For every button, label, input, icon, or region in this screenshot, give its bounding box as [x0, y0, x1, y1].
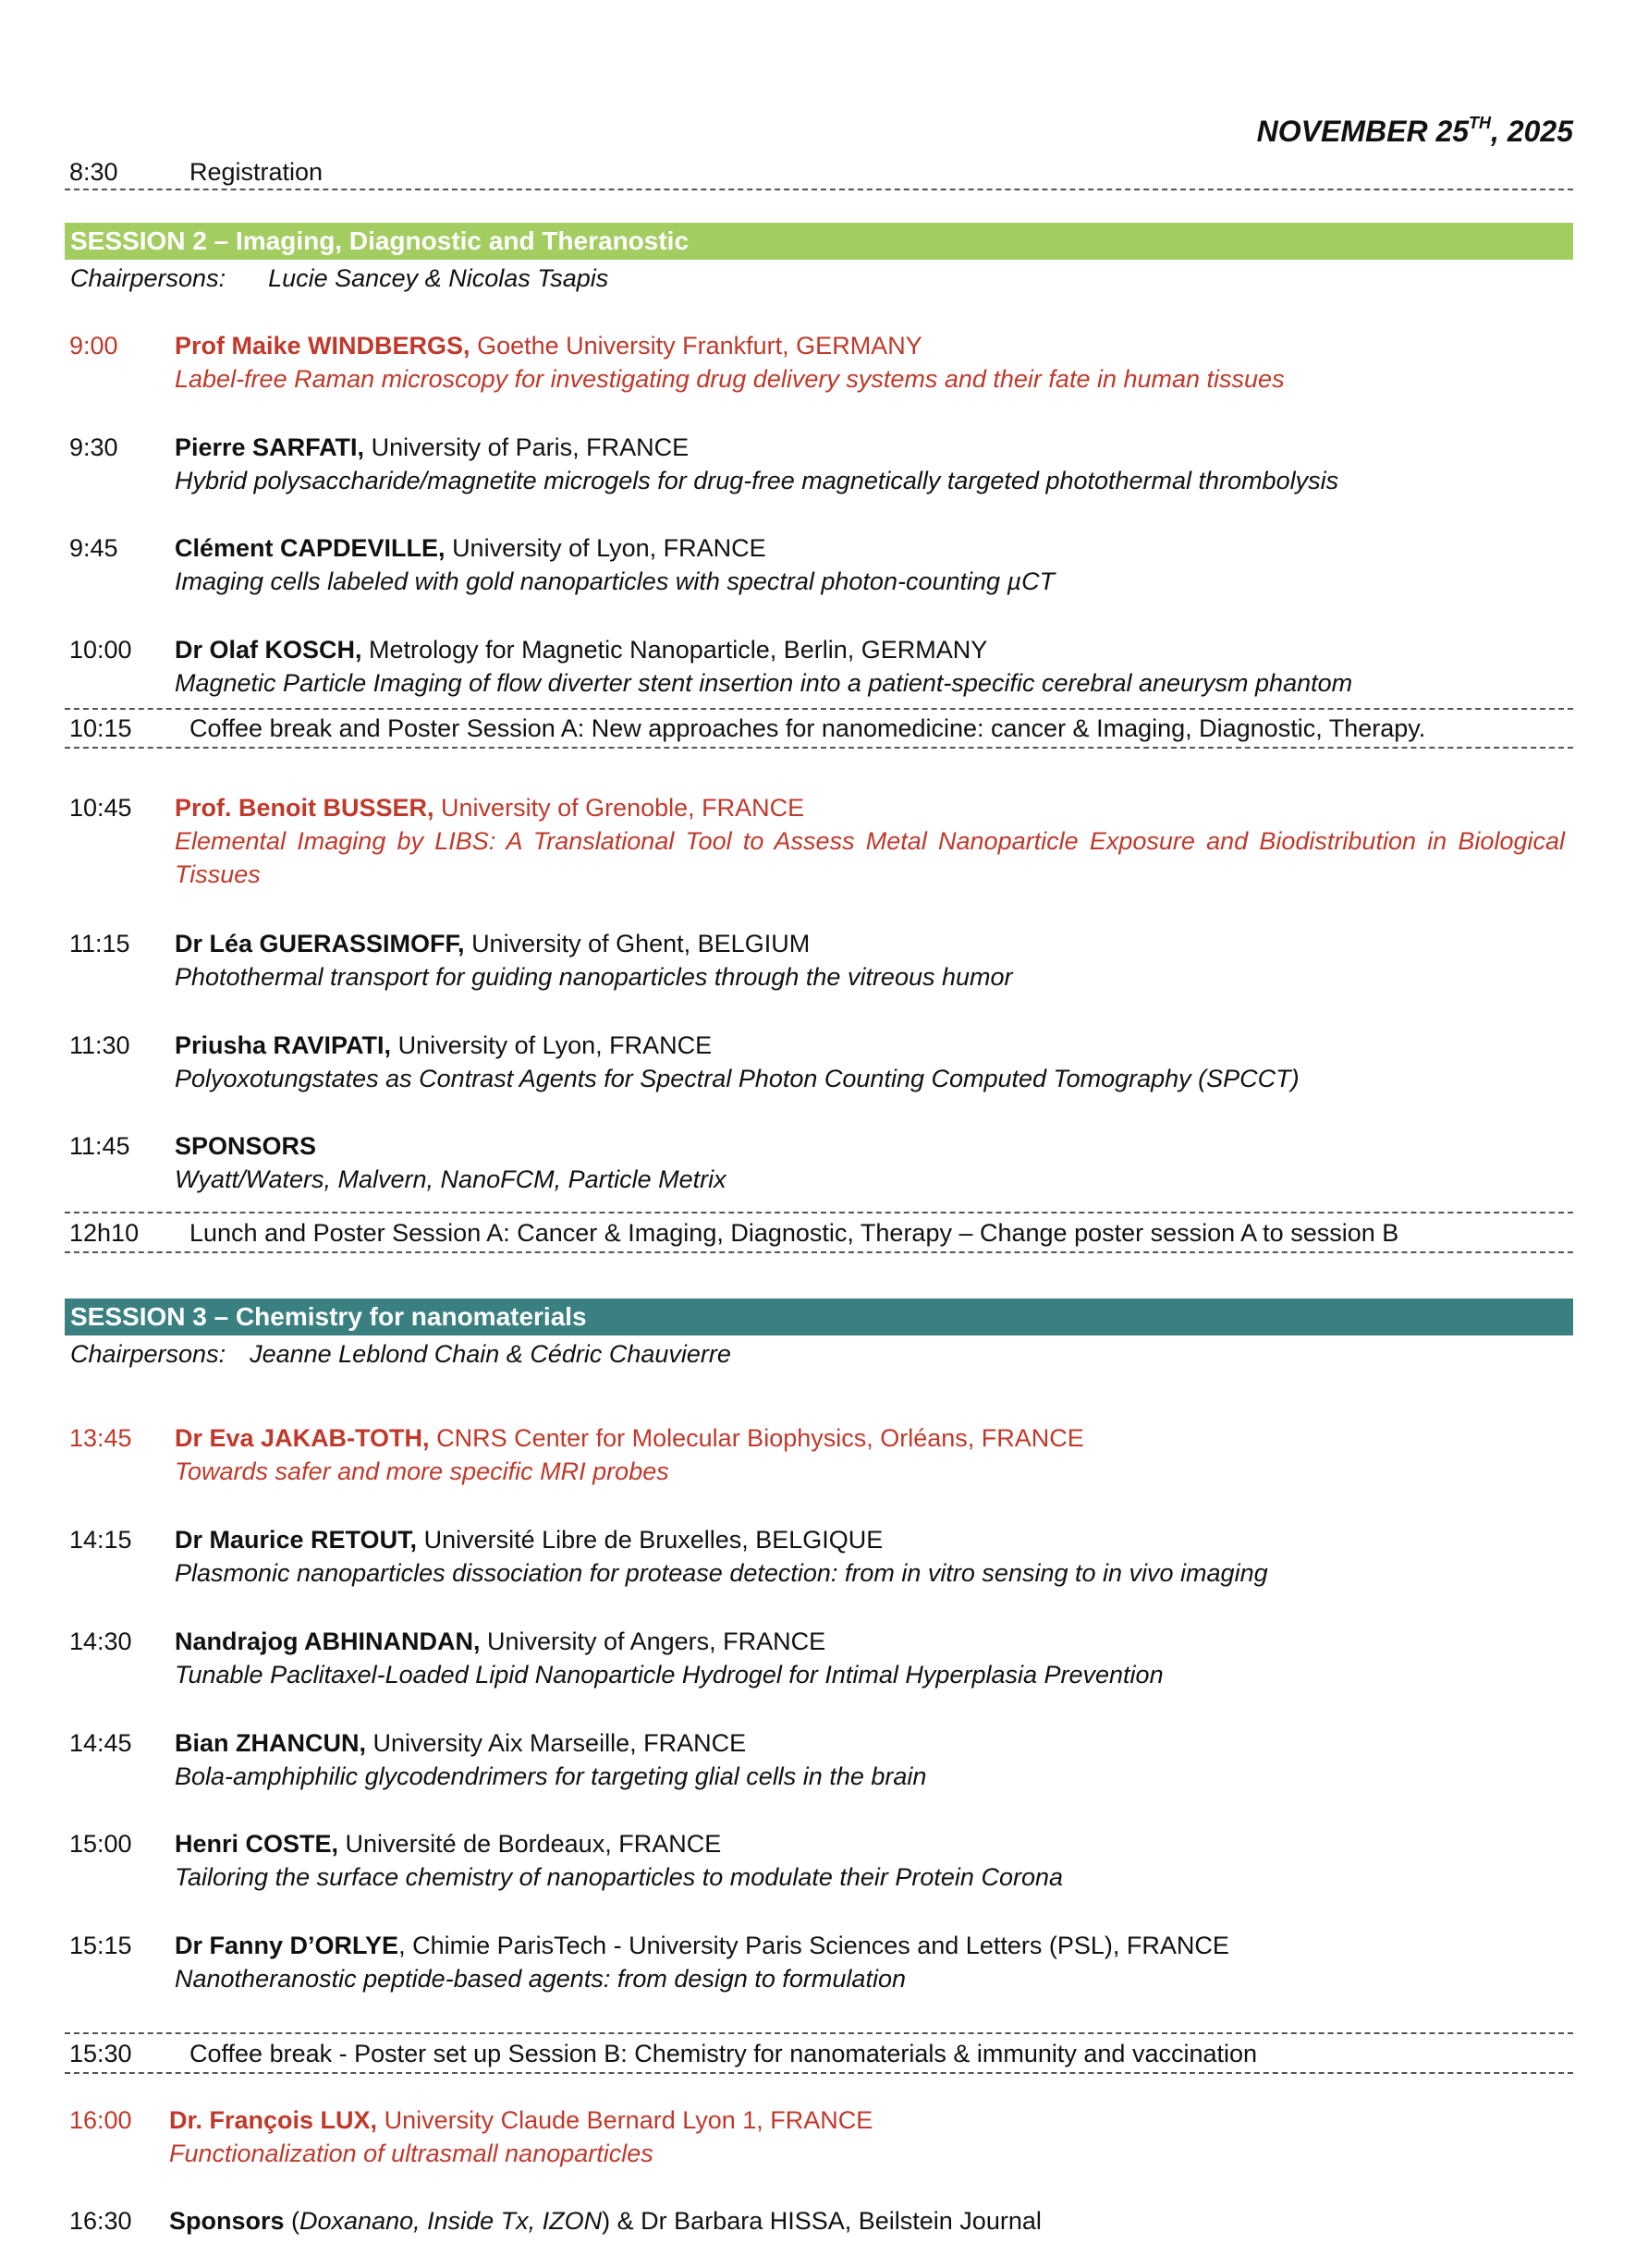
- talk-time: 11:45: [69, 1132, 130, 1160]
- talk-item: [69, 531, 1569, 598]
- talk-title: Magnetic Particle Imaging of flow diverter stent insertion into a patient-specific cerebral aneurysm phantom: [175, 669, 1353, 697]
- talk-title: Hybrid polysaccharide/magnetite microgels for drug-free magnetically targeted photothermal thrombolysis: [175, 467, 1339, 494]
- talk-time: 9:00: [69, 332, 118, 360]
- speaker-affiliation: Université Libre de Bruxelles, BELGIQUE: [423, 1526, 884, 1554]
- talk-title: Elemental Imaging by LIBS: A Translational Tool to Assess Metal Nanoparticle Exposure and Biodistribution in Biological Tissues: [175, 827, 1565, 888]
- speaker-name: Dr Fanny D’ORLYE: [175, 1932, 399, 1959]
- talk-title: Polyoxotungstates as Contrast Agents for Spectral Photon Counting Computed Tomography (SPCCT): [175, 1065, 1300, 1092]
- talk-time: 9:30: [69, 433, 118, 461]
- talk-item: [69, 927, 1569, 994]
- registration-time: 8:30: [69, 158, 118, 186]
- break-time: 10:15: [69, 714, 132, 742]
- speaker-name: Dr Olaf KOSCH,: [175, 636, 362, 664]
- coffee-break-row: [69, 712, 1569, 745]
- talk-item: [69, 1029, 1569, 1095]
- speaker-name: Nandrajog ABHINANDAN,: [175, 1628, 481, 1655]
- sponsors-list: Wyatt/Waters, Malvern, NanoFCM, Particle Metrix: [175, 1165, 726, 1193]
- speaker-name: Bian ZHANCUN,: [175, 1729, 366, 1757]
- date-header: [1257, 113, 1573, 150]
- lunch-label: Lunch and Poster Session A: Cancer & Imaging, Diagnostic, Therapy – Change poster session A to session B: [189, 1219, 1399, 1247]
- speaker-affiliation: University of Angers, FRANCE: [487, 1628, 826, 1655]
- talk-item: [69, 1523, 1569, 1590]
- sponsors-names: Doxanano, Inside Tx, IZON: [299, 2207, 603, 2235]
- talk-time: 14:30: [69, 1628, 132, 1655]
- speaker-name: Pierre SARFATI,: [175, 433, 365, 461]
- talk-title: Imaging cells labeled with gold nanoparticles with spectral photon-counting µCT: [175, 567, 1056, 595]
- speaker-affiliation: Chimie ParisTech - University Paris Sciences and Letters (PSL), FRANCE: [412, 1932, 1229, 1959]
- date-main: NOVEMBER 25: [1256, 115, 1470, 148]
- speaker-affiliation: University of Lyon, FRANCE: [452, 534, 766, 562]
- talk-item: [69, 633, 1569, 700]
- speaker-affiliation: University Aix Marseille, FRANCE: [372, 1729, 747, 1757]
- talk-item: [69, 2103, 1569, 2170]
- speaker-name: Prof. Benoit BUSSER,: [175, 794, 434, 822]
- divider: [65, 2032, 1573, 2034]
- talk-title: Towards safer and more specific MRI probes: [175, 1457, 669, 1485]
- divider: [65, 708, 1573, 710]
- sponsors-row: [69, 2204, 1569, 2238]
- talk-time: 10:45: [69, 794, 132, 822]
- speaker-name: Dr Léa GUERASSIMOFF,: [175, 930, 465, 957]
- speaker-affiliation: University of Paris, FRANCE: [371, 433, 690, 461]
- sponsors-heading: Sponsors: [169, 2207, 285, 2235]
- speaker-affiliation: Metrology for Magnetic Nanoparticle, Berlin, GERMANY: [369, 636, 988, 664]
- speaker-affiliation: CNRS Center for Molecular Biophysics, Orléans, FRANCE: [436, 1424, 1084, 1452]
- talk-title: Tunable Paclitaxel-Loaded Lipid Nanoparticle Hydrogel for Intimal Hyperplasia Prevention: [175, 1661, 1164, 1689]
- divider: [65, 747, 1573, 749]
- talk-time: 15:15: [69, 1932, 132, 1959]
- talk-title: Plasmonic nanoparticles dissociation for protease detection: from in vitro sensing to in vivo imaging: [175, 1559, 1268, 1587]
- sponsors-rest: ) & Dr Barbara HISSA, Beilstein Journal: [602, 2207, 1042, 2235]
- lunch-row: [69, 1216, 1569, 1250]
- speaker-affiliation: Goethe University Frankfurt, GERMANY: [477, 332, 922, 360]
- talk-item: [69, 1827, 1569, 1894]
- session3-chairpersons: [70, 1337, 731, 1371]
- speaker-name-comma: ,: [398, 1932, 406, 1959]
- session2-chairpersons: [70, 262, 608, 295]
- chair-label: Chairpersons:: [70, 264, 226, 292]
- speaker-name: Prof Maike WINDBERGS,: [175, 332, 470, 360]
- talk-item: [69, 329, 1569, 396]
- session2-title: SESSION 2 – Imaging, Diagnostic and Theranostic: [70, 226, 690, 255]
- sponsors-open-paren: (: [284, 2207, 300, 2235]
- speaker-affiliation: University Claude Bernard Lyon 1, FRANCE: [384, 2106, 873, 2134]
- session3-title: SESSION 3 – Chemistry for nanomaterials: [70, 1302, 587, 1331]
- talk-item: [69, 1929, 1569, 1995]
- date-year: , 2025: [1491, 115, 1573, 148]
- talk-title: Tailoring the surface chemistry of nanoparticles to modulate their Protein Corona: [175, 1863, 1064, 1891]
- speaker-affiliation: University of Grenoble, FRANCE: [441, 794, 805, 822]
- talk-title: Label-free Raman microscopy for investigating drug delivery systems and their fate in human tissues: [175, 365, 1285, 393]
- talk-item: [69, 431, 1569, 497]
- talk-title: Nanotheranostic peptide-based agents: from design to formulation: [175, 1965, 906, 1993]
- session2-header: [65, 223, 1573, 260]
- talk-time: 9:45: [69, 534, 118, 562]
- divider: [65, 189, 1573, 190]
- speaker-name: Clément CAPDEVILLE,: [175, 534, 446, 562]
- break-time: 15:30: [69, 2040, 132, 2067]
- talk-time: 13:45: [69, 1424, 132, 1452]
- break-label: Coffee break and Poster Session A: New approaches for nanomedicine: cancer & Imaging, Diagnostic, Therapy.: [189, 714, 1426, 742]
- divider: [65, 1212, 1573, 1213]
- talk-time: 16:00: [69, 2106, 132, 2134]
- speaker-affiliation: University of Lyon, FRANCE: [397, 1031, 713, 1059]
- talk-item: [69, 1625, 1569, 1691]
- talk-time: 11:30: [69, 1031, 130, 1059]
- date-superscript: TH: [1469, 114, 1492, 132]
- registration-row: [69, 155, 1569, 189]
- talk-item: [69, 791, 1569, 891]
- talk-title: Photothermal transport for guiding nanoparticles through the vitreous humor: [175, 963, 1013, 991]
- speaker-name: Dr Maurice RETOUT,: [175, 1526, 418, 1554]
- talk-time: 14:45: [69, 1729, 132, 1757]
- talk-time: 16:30: [69, 2207, 132, 2235]
- speaker-name: Priusha RAVIPATI,: [175, 1031, 392, 1059]
- speaker-name: Henri COSTE,: [175, 1830, 339, 1858]
- divider: [65, 1251, 1573, 1253]
- talk-time: 14:15: [69, 1526, 132, 1554]
- break-label: Coffee break - Poster set up Session B: Chemistry for nanomaterials & immunity and vaccination: [189, 2040, 1258, 2067]
- session3-header: [65, 1299, 1573, 1335]
- talk-time: 11:15: [69, 930, 130, 957]
- divider: [65, 2072, 1573, 2074]
- speaker-name: Dr Eva JAKAB-TOTH,: [175, 1424, 430, 1452]
- chair-names: Lucie Sancey & Nicolas Tsapis: [268, 264, 609, 292]
- talk-item: [69, 1129, 1569, 1196]
- talk-title: Bola-amphiphilic glycodendrimers for targeting glial cells in the brain: [175, 1762, 927, 1790]
- lunch-time: 12h10: [69, 1219, 140, 1247]
- chair-names: Jeanne Leblond Chain & Cédric Chauvierre: [250, 1340, 731, 1368]
- coffee-break-row: [69, 2037, 1569, 2070]
- talk-item: [69, 1726, 1569, 1793]
- chair-label: Chairpersons:: [70, 1340, 226, 1368]
- talk-title: Functionalization of ultrasmall nanoparticles: [169, 2140, 653, 2167]
- speaker-affiliation: University of Ghent, BELGIUM: [471, 930, 811, 957]
- speaker-name: Dr. François LUX,: [169, 2106, 378, 2134]
- registration-label: Registration: [189, 158, 324, 186]
- sponsors-heading: SPONSORS: [175, 1132, 317, 1160]
- talk-item: [69, 1421, 1569, 1488]
- speaker-affiliation: Université de Bordeaux, FRANCE: [345, 1830, 722, 1858]
- talk-time: 15:00: [69, 1830, 132, 1858]
- talk-time: 10:00: [69, 636, 132, 664]
